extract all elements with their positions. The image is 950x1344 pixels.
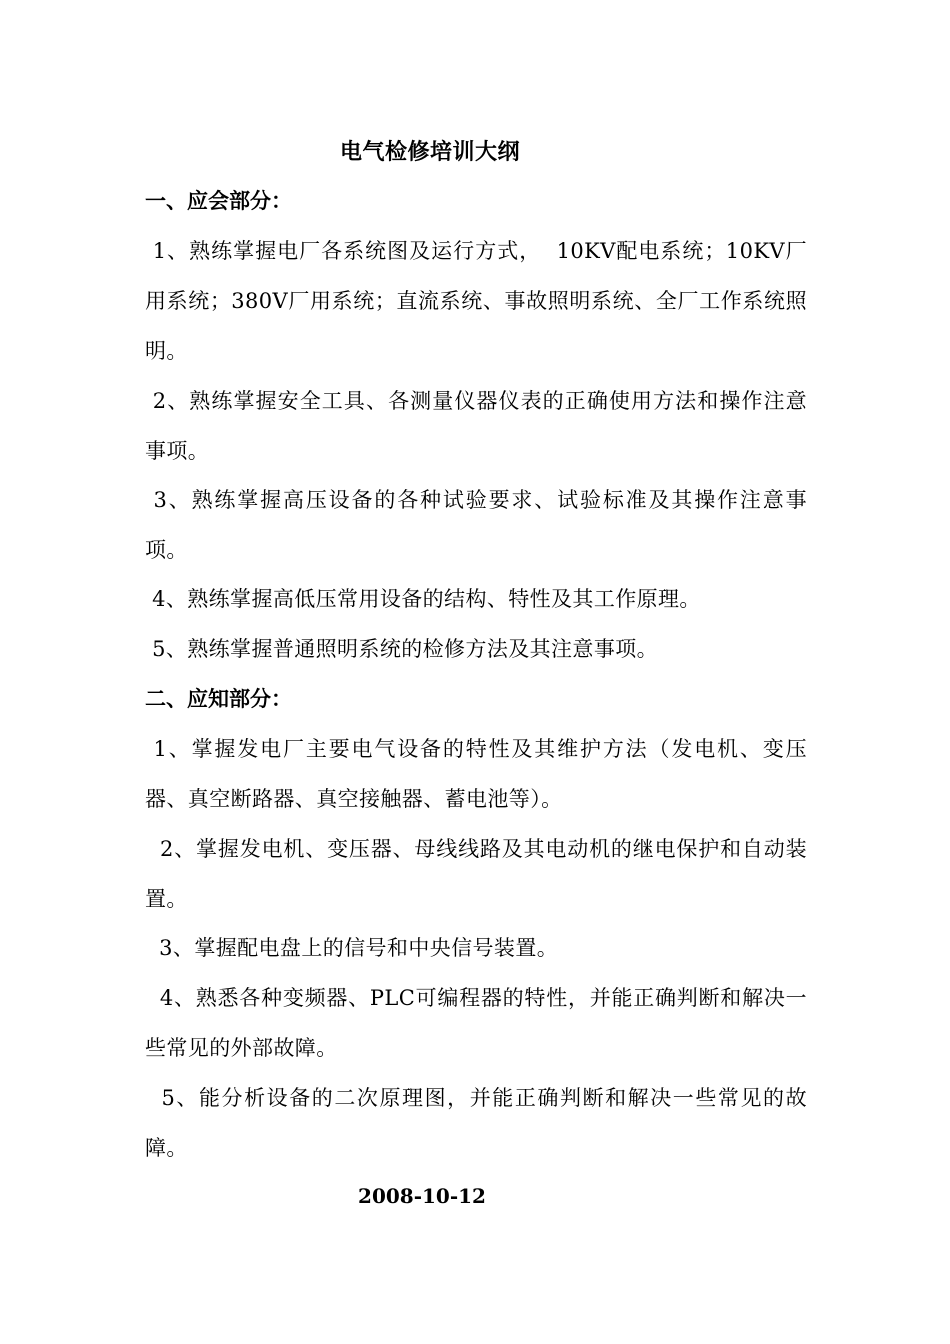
document-title: 电气检修培训大纲: [339, 139, 520, 165]
knowledge-item-3: 3、掌握配电盘上的信号和中央信号装置。: [145, 936, 559, 960]
skills-item-3: 3、熟练掌握高压设备的各种试验要求、试验标准及其操作注意事项。: [145, 488, 807, 562]
knowledge-item-2: 2、掌握发电机、变压器、母线线路及其电动机的继电保护和自动装置。: [145, 837, 808, 911]
skills-item-2: 2、熟练掌握安全工具、各测量仪器仪表的正确使用方法和操作注意事项。: [145, 389, 808, 463]
knowledge-item-1: 1、掌握发电厂主要电气设备的特性及其维护方法（发电机、变压器、真空断路器、真空接触器、蓄电池等）。: [145, 737, 807, 811]
knowledge-item-4: 4、熟悉各种变频器、PLC可编程器的特性，并能正确判断和解决一些常见的外部故障。: [145, 986, 808, 1060]
skills-item-4: 4、熟练掌握高低压常用设备的结构、特性及其工作原理。: [145, 587, 701, 611]
document-date: 2008-10-12: [358, 1184, 486, 1208]
section-heading-knowledge: 二、应知部分：: [145, 686, 292, 711]
skills-item-5: 5、熟练掌握普通照明系统的检修方法及其注意事项。: [145, 637, 659, 661]
knowledge-item-5: 5、能分析设备的二次原理图，并能正确判断和解决一些常见的故障。: [145, 1086, 807, 1160]
skills-item-1: 1、熟练掌握电厂各系统图及运行方式， 10KV配电系统；10KV厂用系统；380V厂用系统；直流系统、事故照明系统、全厂工作系统照明。: [145, 239, 807, 363]
section-heading-skills: 一、应会部分：: [145, 188, 292, 213]
